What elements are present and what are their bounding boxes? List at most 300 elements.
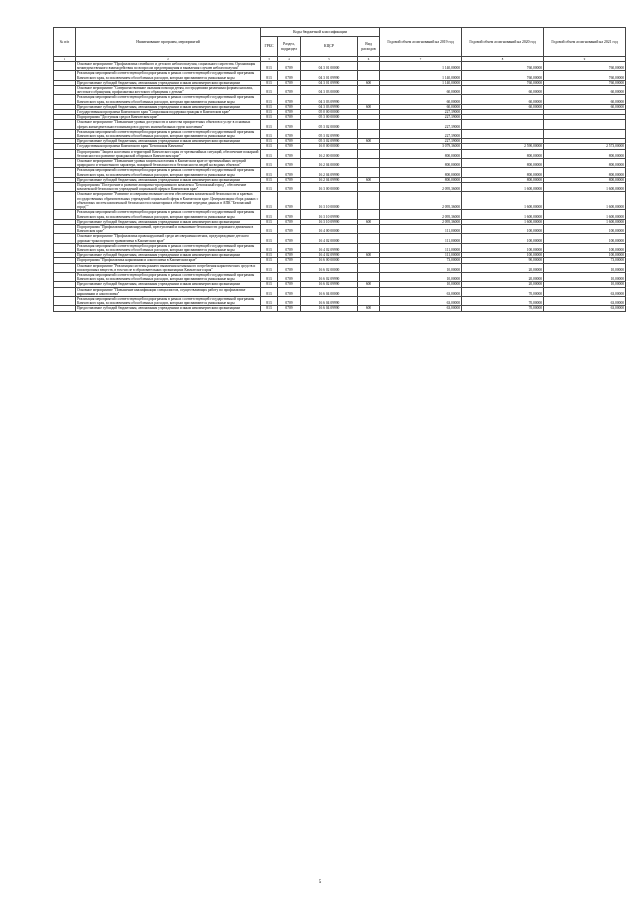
row-2021-cell: 63,00000: [544, 287, 626, 296]
row-2020-cell: [462, 120, 544, 129]
row-name-cell: Основное мероприятие "Реализация системы раннего выявления незаконного потребления наркотических средств и психотропных веществ, в том числе в образовательных организациях Камчатского края": [76, 263, 261, 272]
row-2019-cell: 800,00000: [380, 149, 462, 158]
row-2019-cell: 227,39000: [380, 110, 462, 115]
row-number-cell: [54, 183, 76, 192]
col-number-header: № п/п: [54, 28, 76, 57]
row-2019-cell: 2 095,36000: [380, 210, 462, 219]
row-2019-cell: 60,00000: [380, 104, 462, 109]
table-row: [54, 287, 626, 296]
row-vid-cell: [358, 183, 380, 192]
row-name-cell: Подпрограмма "Доступная среда в Камчатском крае": [76, 115, 261, 120]
row-razdel-cell: 0709: [278, 86, 301, 95]
row-grbs-cell: 813: [261, 129, 278, 138]
row-vid-cell: [358, 263, 380, 272]
row-number-cell: [54, 159, 76, 168]
row-razdel-cell: 0709: [278, 62, 301, 71]
row-2020-cell: 760,00000: [462, 80, 544, 85]
row-2021-cell: 800,00000: [544, 168, 626, 177]
row-grbs-cell: 813: [261, 272, 278, 281]
row-number-cell: [54, 272, 76, 281]
row-vid-cell: [358, 149, 380, 158]
row-razdel-cell: 0709: [278, 120, 301, 129]
table-row: [54, 129, 626, 138]
row-number-cell: [54, 71, 76, 80]
row-name-cell: Основное мероприятие "Профилактика правонарушений среди несовершеннолетних, предупреждение детского дорожно-транспортного травматизма в Камчатском крае": [76, 234, 261, 243]
row-kcsr-cell: 16 4 02 09990: [301, 253, 358, 258]
row-name-cell: Предоставление субсидий бюджетным, автономным учреждениям и иным некоммерческим организациям: [76, 177, 261, 182]
header-row: [54, 28, 626, 37]
row-grbs-cell: 813: [261, 86, 278, 95]
row-number-cell: [54, 306, 76, 311]
row-2019-cell: 1 140,00000: [380, 80, 462, 85]
row-2019-cell: 111,00000: [380, 253, 462, 258]
row-kcsr-cell: 16 6 04 09990: [301, 296, 358, 305]
row-2019-cell: 60,00000: [380, 86, 462, 95]
row-name-cell: Подпрограмма "Профилактика наркомании и алкоголизма в Камчатском крае": [76, 258, 261, 263]
row-2019-cell: 2 095,36000: [380, 219, 462, 224]
row-grbs-cell: 813: [261, 168, 278, 177]
row-name-cell: Основное мероприятие "Профилактика семейного и детского неблагополучия, социального сиротства. Организация межведомственного взаимодействия по вопросам предотвращения и выявления случаев неблагополучия": [76, 62, 261, 71]
row-2021-cell: 760,00000: [544, 62, 626, 71]
row-grbs-cell: 813: [261, 219, 278, 224]
row-number-cell: [54, 62, 76, 71]
col-grbs-header: ГРБС: [261, 37, 278, 57]
row-razdel-cell: 0709: [278, 95, 301, 104]
row-kcsr-cell: 16 6 02 00000: [301, 263, 358, 272]
row-kcsr-cell: 16 6 00 00000: [301, 258, 358, 263]
row-vid-cell: 600: [358, 306, 380, 311]
row-name-cell: Предоставление субсидий бюджетным, автономным учреждениям и иным некоммерческим организациям: [76, 219, 261, 224]
row-kcsr-cell: 16 0 00 00000: [301, 144, 358, 149]
row-name-cell: Предоставление субсидий бюджетным, автономным учреждениям и иным некоммерческим организациям: [76, 253, 261, 258]
row-grbs-cell: 813: [261, 183, 278, 192]
row-name-cell: Основное мероприятие "Совершенствование оказания помощи детям, пострадавшим различным формам насилия, жестокого обращения, профилактика жестокого обращения с детьми": [76, 86, 261, 95]
row-grbs-cell: 813: [261, 95, 278, 104]
row-kcsr-cell: 16 3 00 00000: [301, 183, 358, 192]
row-2020-cell: 60,00000: [462, 86, 544, 95]
row-vid-cell: 600: [358, 139, 380, 144]
col-2020-header: Годовой объем ассигнований на 2020 год: [462, 28, 544, 57]
col-codes-group-header: Коды бюджетной классификации: [261, 28, 380, 37]
row-kcsr-cell: 16 4 02 00000: [301, 234, 358, 243]
row-number-cell: [54, 210, 76, 219]
column-index-cell: 7: [380, 57, 462, 62]
row-razdel-cell: 0709: [278, 258, 301, 263]
col-2019-header: Годовой объем ассигнований на 2019 год: [380, 28, 462, 57]
row-number-cell: [54, 234, 76, 243]
row-2020-cell: 100,00000: [462, 224, 544, 233]
row-razdel-cell: 0709: [278, 210, 301, 219]
row-2020-cell: 20,00000: [462, 263, 544, 272]
row-2020-cell: 70,00000: [462, 296, 544, 305]
row-2021-cell: 10,00000: [544, 282, 626, 287]
row-2019-cell: 111,00000: [380, 234, 462, 243]
row-grbs-cell: 813: [261, 224, 278, 233]
table-row: [54, 306, 626, 311]
table-row: [54, 71, 626, 80]
row-name-cell: Основное мероприятие "Повышение уровня защиты населения в Камчатском крае от чрезвычайных ситуаций природного и техногенного характера, пожарной безопасности и безопасности людей на водных объектах": [76, 159, 261, 168]
row-razdel-cell: 0709: [278, 263, 301, 272]
row-2019-cell: 63,00000: [380, 306, 462, 311]
row-name-cell: Реализация мероприятий соответствующей подпрограммы в рамках соответствующей государственной программы Камчатского края, за исключением обособленных расходов, которым присваиваются уникальные коды: [76, 95, 261, 104]
row-kcsr-cell: 16 6 04 09990: [301, 306, 358, 311]
row-grbs-cell: 813: [261, 139, 278, 144]
row-2019-cell: 1 140,00000: [380, 62, 462, 71]
row-number-cell: [54, 129, 76, 138]
row-razdel-cell: 0709: [278, 224, 301, 233]
row-kcsr-cell: 04 3 01 00000: [301, 62, 358, 71]
row-2019-cell: 73,00000: [380, 258, 462, 263]
table-row: [54, 210, 626, 219]
row-2019-cell: 63,00000: [380, 287, 462, 296]
table-row: [54, 62, 626, 71]
col-vid-header: Вид расходов: [358, 37, 380, 57]
row-number-cell: [54, 149, 76, 158]
row-kcsr-cell: 16 3 10 00000: [301, 192, 358, 210]
row-name-cell: Подпрограмма "Построение и развитие аппаратно-программного комплекса "Безопасный город", обеспечение комплексной безопасности учреждений социальной сферы в Камчатском крае": [76, 183, 261, 192]
row-name-cell: Основное мероприятие "Развитие и совершенствование систем обеспечения комплексной безопасности и краевых государственных образовательных учреждений социальной сферы в Камчатском крае. Централизация сбора данных с объектовых систем комплексной безопасности и мониторинга обеспечение передачи данных в АПК "Безопасный город"": [76, 192, 261, 210]
page-number: 5: [318, 880, 322, 885]
row-2019-cell: 2 095,36000: [380, 183, 462, 192]
row-razdel-cell: 0709: [278, 110, 301, 115]
row-2019-cell: 10,00000: [380, 272, 462, 281]
row-2019-cell: 10,00000: [380, 282, 462, 287]
column-index-cell: 1: [54, 57, 76, 62]
row-2020-cell: 100,00000: [462, 234, 544, 243]
table-row: [54, 86, 626, 95]
row-number-cell: [54, 192, 76, 210]
row-2021-cell: 1 600,00000: [544, 219, 626, 224]
table-row: [54, 183, 626, 192]
row-2020-cell: [462, 129, 544, 138]
row-vid-cell: [358, 272, 380, 281]
table-row: [54, 120, 626, 129]
row-razdel-cell: 0709: [278, 192, 301, 210]
column-index-cell: 4: [278, 57, 301, 62]
row-kcsr-cell: 16 6 04 00000: [301, 287, 358, 296]
row-2019-cell: 111,00000: [380, 243, 462, 252]
column-index-cell: 2: [76, 57, 261, 62]
table-row: [54, 263, 626, 272]
row-2019-cell: 227,39000: [380, 129, 462, 138]
row-razdel-cell: 0709: [278, 159, 301, 168]
row-name-cell: Реализация мероприятий соответствующей подпрограммы в рамках соответствующей государственной программы Камчатского края, за исключением обособленных расходов, которым присваиваются уникальные коды: [76, 210, 261, 219]
row-vid-cell: [358, 86, 380, 95]
row-number-cell: [54, 263, 76, 272]
row-2020-cell: 800,00000: [462, 177, 544, 182]
row-2021-cell: 2 573,00000: [544, 144, 626, 149]
row-2021-cell: 10,00000: [544, 272, 626, 281]
row-name-cell: Реализация мероприятий соответствующей подпрограммы в рамках соответствующей государственной программы Камчатского края, за исключением обособленных расходов, которым присваиваются уникальные коды: [76, 129, 261, 138]
row-kcsr-cell: 16 4 00 00000: [301, 224, 358, 233]
col-name-header: Наименование программ, мероприятий: [76, 28, 261, 57]
row-2019-cell: 2 095,36000: [380, 192, 462, 210]
row-vid-cell: 600: [358, 253, 380, 258]
row-razdel-cell: 0709: [278, 287, 301, 296]
col-razdel-header: Раздел, подраздел: [278, 37, 301, 57]
row-vid-cell: [358, 120, 380, 129]
row-kcsr-cell: 05 0 00 00000: [301, 110, 358, 115]
row-2021-cell: 1 600,00000: [544, 183, 626, 192]
row-2019-cell: 227,39000: [380, 120, 462, 129]
row-name-cell: Подпрограмма "Защита населения и территорий Камчатского края от чрезвычайных ситуаций, обеспечение пожарной безопасности и развитие гражданской обороны в Камчатском крае": [76, 149, 261, 158]
row-name-cell: Основное мероприятие "Повышение уровня доступности и качества приоритетных объектов и услуг в основных сферах жизнедеятельности инвалидов и других маломобильных групп населения": [76, 120, 261, 129]
row-2021-cell: 60,00000: [544, 95, 626, 104]
row-vid-cell: [358, 243, 380, 252]
row-razdel-cell: 0709: [278, 219, 301, 224]
row-razdel-cell: 0709: [278, 177, 301, 182]
col-kcsr-header: КЦСР: [301, 37, 358, 57]
row-vid-cell: [358, 210, 380, 219]
row-2020-cell: 1 600,00000: [462, 219, 544, 224]
row-grbs-cell: 813: [261, 62, 278, 71]
table-row: [54, 192, 626, 210]
row-grbs-cell: 813: [261, 282, 278, 287]
row-grbs-cell: 813: [261, 192, 278, 210]
row-vid-cell: [358, 192, 380, 210]
row-kcsr-cell: 05 3 02 09990: [301, 139, 358, 144]
row-razdel-cell: 0709: [278, 183, 301, 192]
table-row: [54, 296, 626, 305]
row-grbs-cell: 813: [261, 263, 278, 272]
row-name-cell: Предоставление субсидий бюджетным, автономным учреждениям и иным некоммерческим организациям: [76, 139, 261, 144]
row-2021-cell: 760,00000: [544, 80, 626, 85]
row-2021-cell: 760,00000: [544, 71, 626, 80]
row-kcsr-cell: 05 3 02 00000: [301, 120, 358, 129]
table-row: [54, 159, 626, 168]
budget-table: [53, 27, 626, 312]
row-2021-cell: 800,00000: [544, 159, 626, 168]
row-2021-cell: 63,00000: [544, 306, 626, 311]
row-name-cell: Реализация мероприятий соответствующей подпрограммы в рамках соответствующей государственной программы Камчатского края, за исключением обособленных расходов, которым присваиваются уникальные коды: [76, 243, 261, 252]
row-2021-cell: [544, 129, 626, 138]
row-2021-cell: 800,00000: [544, 177, 626, 182]
row-kcsr-cell: 04 3 03 09990: [301, 104, 358, 109]
row-2020-cell: 800,00000: [462, 168, 544, 177]
row-vid-cell: [358, 71, 380, 80]
row-2020-cell: 760,00000: [462, 71, 544, 80]
row-2019-cell: 1 140,00000: [380, 71, 462, 80]
row-vid-cell: [358, 95, 380, 104]
row-2021-cell: 1 600,00000: [544, 210, 626, 219]
row-name-cell: Предоставление субсидий бюджетным, автономным учреждениям и иным некоммерческим организациям: [76, 104, 261, 109]
row-razdel-cell: 0709: [278, 80, 301, 85]
row-razdel-cell: 0709: [278, 149, 301, 158]
row-vid-cell: 600: [358, 177, 380, 182]
row-razdel-cell: 0709: [278, 144, 301, 149]
row-name-cell: Предоставление субсидий бюджетным, автономным учреждениям и иным некоммерческим организациям: [76, 80, 261, 85]
row-2020-cell: 800,00000: [462, 149, 544, 158]
row-grbs-cell: 813: [261, 253, 278, 258]
row-2020-cell: 90,00000: [462, 258, 544, 263]
col-2021-header: Годовой объем ассигнований на 2021 год: [544, 28, 626, 57]
row-2020-cell: 20,00000: [462, 282, 544, 287]
column-index-cell: 6: [358, 57, 380, 62]
row-kcsr-cell: 05 3 00 00000: [301, 115, 358, 120]
row-number-cell: [54, 287, 76, 296]
row-grbs-cell: 813: [261, 258, 278, 263]
row-2020-cell: 20,00000: [462, 272, 544, 281]
row-name-cell: Государственная программа Камчатского края "Безопасная Камчатка": [76, 144, 261, 149]
row-vid-cell: [358, 159, 380, 168]
row-grbs-cell: 813: [261, 287, 278, 296]
row-grbs-cell: 813: [261, 210, 278, 219]
row-number-cell: [54, 243, 76, 252]
row-2021-cell: [544, 120, 626, 129]
row-razdel-cell: 0709: [278, 306, 301, 311]
row-vid-cell: 600: [358, 282, 380, 287]
row-2019-cell: 63,00000: [380, 296, 462, 305]
row-grbs-cell: 813: [261, 149, 278, 158]
row-number-cell: [54, 296, 76, 305]
row-number-cell: [54, 95, 76, 104]
column-index-cell: 5: [301, 57, 358, 62]
row-grbs-cell: 813: [261, 144, 278, 149]
row-kcsr-cell: 16 4 02 09990: [301, 243, 358, 252]
row-name-cell: Предоставление субсидий бюджетным, автономным учреждениям и иным некоммерческим организациям: [76, 282, 261, 287]
row-2020-cell: 100,00000: [462, 253, 544, 258]
row-grbs-cell: 813: [261, 177, 278, 182]
row-grbs-cell: 813: [261, 110, 278, 115]
row-vid-cell: [358, 129, 380, 138]
row-2021-cell: 73,00000: [544, 258, 626, 263]
row-2020-cell: 2 590,00000: [462, 144, 544, 149]
table-body: [54, 57, 626, 312]
row-2020-cell: 800,00000: [462, 159, 544, 168]
row-vid-cell: [358, 234, 380, 243]
row-2021-cell: 10,00000: [544, 263, 626, 272]
row-2019-cell: 60,00000: [380, 95, 462, 104]
row-2020-cell: 60,00000: [462, 104, 544, 109]
row-kcsr-cell: 16 2 00 00000: [301, 149, 358, 158]
table-row: [54, 243, 626, 252]
row-razdel-cell: 0709: [278, 282, 301, 287]
row-vid-cell: 600: [358, 104, 380, 109]
row-name-cell: Реализация мероприятий соответствующей подпрограммы в рамках соответствующей государственной программы Камчатского края, за исключением обособленных расходов, которым присваиваются уникальные коды: [76, 296, 261, 305]
row-2019-cell: 111,00000: [380, 224, 462, 233]
row-name-cell: Государственная программа Камчатского края "Социальная поддержка граждан в Камчатском крае": [76, 110, 261, 115]
row-2020-cell: 100,00000: [462, 243, 544, 252]
row-vid-cell: [358, 296, 380, 305]
row-razdel-cell: 0709: [278, 253, 301, 258]
row-kcsr-cell: 16 3 10 09990: [301, 219, 358, 224]
row-kcsr-cell: 16 6 02 09990: [301, 272, 358, 281]
row-kcsr-cell: 16 3 10 09990: [301, 210, 358, 219]
row-number-cell: [54, 168, 76, 177]
row-grbs-cell: 813: [261, 234, 278, 243]
row-grbs-cell: 813: [261, 115, 278, 120]
row-2020-cell: 1 600,00000: [462, 210, 544, 219]
row-grbs-cell: 813: [261, 120, 278, 129]
row-razdel-cell: 0709: [278, 243, 301, 252]
row-grbs-cell: 813: [261, 80, 278, 85]
row-2020-cell: 70,00000: [462, 287, 544, 296]
row-name-cell: Реализация мероприятий соответствующей подпрограммы в рамках соответствующей государственной программы Камчатского края, за исключением обособленных расходов, которым присваиваются уникальные коды: [76, 272, 261, 281]
row-kcsr-cell: 04 3 03 00000: [301, 86, 358, 95]
table-row: [54, 234, 626, 243]
row-razdel-cell: 0709: [278, 104, 301, 109]
row-2021-cell: 100,00000: [544, 243, 626, 252]
table-row: [54, 168, 626, 177]
row-vid-cell: [358, 224, 380, 233]
row-razdel-cell: 0709: [278, 115, 301, 120]
row-number-cell: [54, 120, 76, 129]
row-name-cell: Основное мероприятие "Повышение квалификации специалистов, осуществляющих работу по профилактике наркомании и алкоголизма": [76, 287, 261, 296]
row-2019-cell: 800,00000: [380, 177, 462, 182]
row-2021-cell: 1 600,00000: [544, 192, 626, 210]
column-index-cell: 3: [261, 57, 278, 62]
row-name-cell: Реализация мероприятий соответствующей подпрограммы в рамках соответствующей государственной программы Камчатского края, за исключением обособленных расходов, которым присваиваются уникальные коды: [76, 71, 261, 80]
row-kcsr-cell: 04 3 01 09990: [301, 80, 358, 85]
row-vid-cell: [358, 287, 380, 296]
row-kcsr-cell: 16 2 04 09990: [301, 168, 358, 177]
row-2021-cell: 100,00000: [544, 253, 626, 258]
row-2021-cell: 800,00000: [544, 149, 626, 158]
row-number-cell: [54, 86, 76, 95]
row-2020-cell: 70,00000: [462, 306, 544, 311]
row-name-cell: Реализация мероприятий соответствующей подпрограммы в рамках соответствующей государственной программы Камчатского края, за исключением обособленных расходов, которым присваиваются уникальные коды: [76, 168, 261, 177]
row-grbs-cell: 813: [261, 159, 278, 168]
row-grbs-cell: 813: [261, 243, 278, 252]
row-kcsr-cell: 16 2 04 09990: [301, 177, 358, 182]
row-kcsr-cell: 16 6 02 09990: [301, 282, 358, 287]
row-2019-cell: 800,00000: [380, 168, 462, 177]
row-razdel-cell: 0709: [278, 296, 301, 305]
table-row: [54, 149, 626, 158]
row-2019-cell: 227,39000: [380, 115, 462, 120]
row-vid-cell: 600: [358, 80, 380, 85]
row-2021-cell: 100,00000: [544, 234, 626, 243]
row-2019-cell: 800,00000: [380, 159, 462, 168]
row-2020-cell: 1 600,00000: [462, 192, 544, 210]
row-2020-cell: 1 600,00000: [462, 183, 544, 192]
row-vid-cell: 600: [358, 219, 380, 224]
table-row: [54, 95, 626, 104]
row-kcsr-cell: 04 3 03 09990: [301, 95, 358, 104]
row-2021-cell: 60,00000: [544, 86, 626, 95]
row-razdel-cell: 0709: [278, 272, 301, 281]
row-2019-cell: 3 079,36000: [380, 144, 462, 149]
row-name-cell: Подпрограмма "Профилактика правонарушений, преступлений и повышение безопасности дорожного движения в Камчатском крае": [76, 224, 261, 233]
table-row: [54, 224, 626, 233]
row-2020-cell: 760,00000: [462, 62, 544, 71]
table-row: [54, 272, 626, 281]
row-2021-cell: 60,00000: [544, 104, 626, 109]
row-razdel-cell: 0709: [278, 234, 301, 243]
row-number-cell: [54, 224, 76, 233]
row-2021-cell: 63,00000: [544, 296, 626, 305]
row-grbs-cell: 813: [261, 306, 278, 311]
row-kcsr-cell: 16 2 04 00000: [301, 159, 358, 168]
row-name-cell: Предоставление субсидий бюджетным, автономным учреждениям и иным некоммерческим организациям: [76, 306, 261, 311]
row-vid-cell: [358, 62, 380, 71]
row-2019-cell: 227,39000: [380, 139, 462, 144]
row-razdel-cell: 0709: [278, 129, 301, 138]
row-2020-cell: 60,00000: [462, 95, 544, 104]
row-kcsr-cell: 04 3 01 09990: [301, 71, 358, 80]
row-vid-cell: [358, 168, 380, 177]
row-kcsr-cell: 05 3 02 09990: [301, 129, 358, 138]
column-index-cell: 9: [544, 57, 626, 62]
row-2019-cell: 10,00000: [380, 263, 462, 272]
row-grbs-cell: 813: [261, 104, 278, 109]
row-2021-cell: 100,00000: [544, 224, 626, 233]
column-index-cell: 8: [462, 57, 544, 62]
row-razdel-cell: 0709: [278, 168, 301, 177]
row-razdel-cell: 0709: [278, 71, 301, 80]
row-grbs-cell: 813: [261, 71, 278, 80]
row-razdel-cell: 0709: [278, 139, 301, 144]
